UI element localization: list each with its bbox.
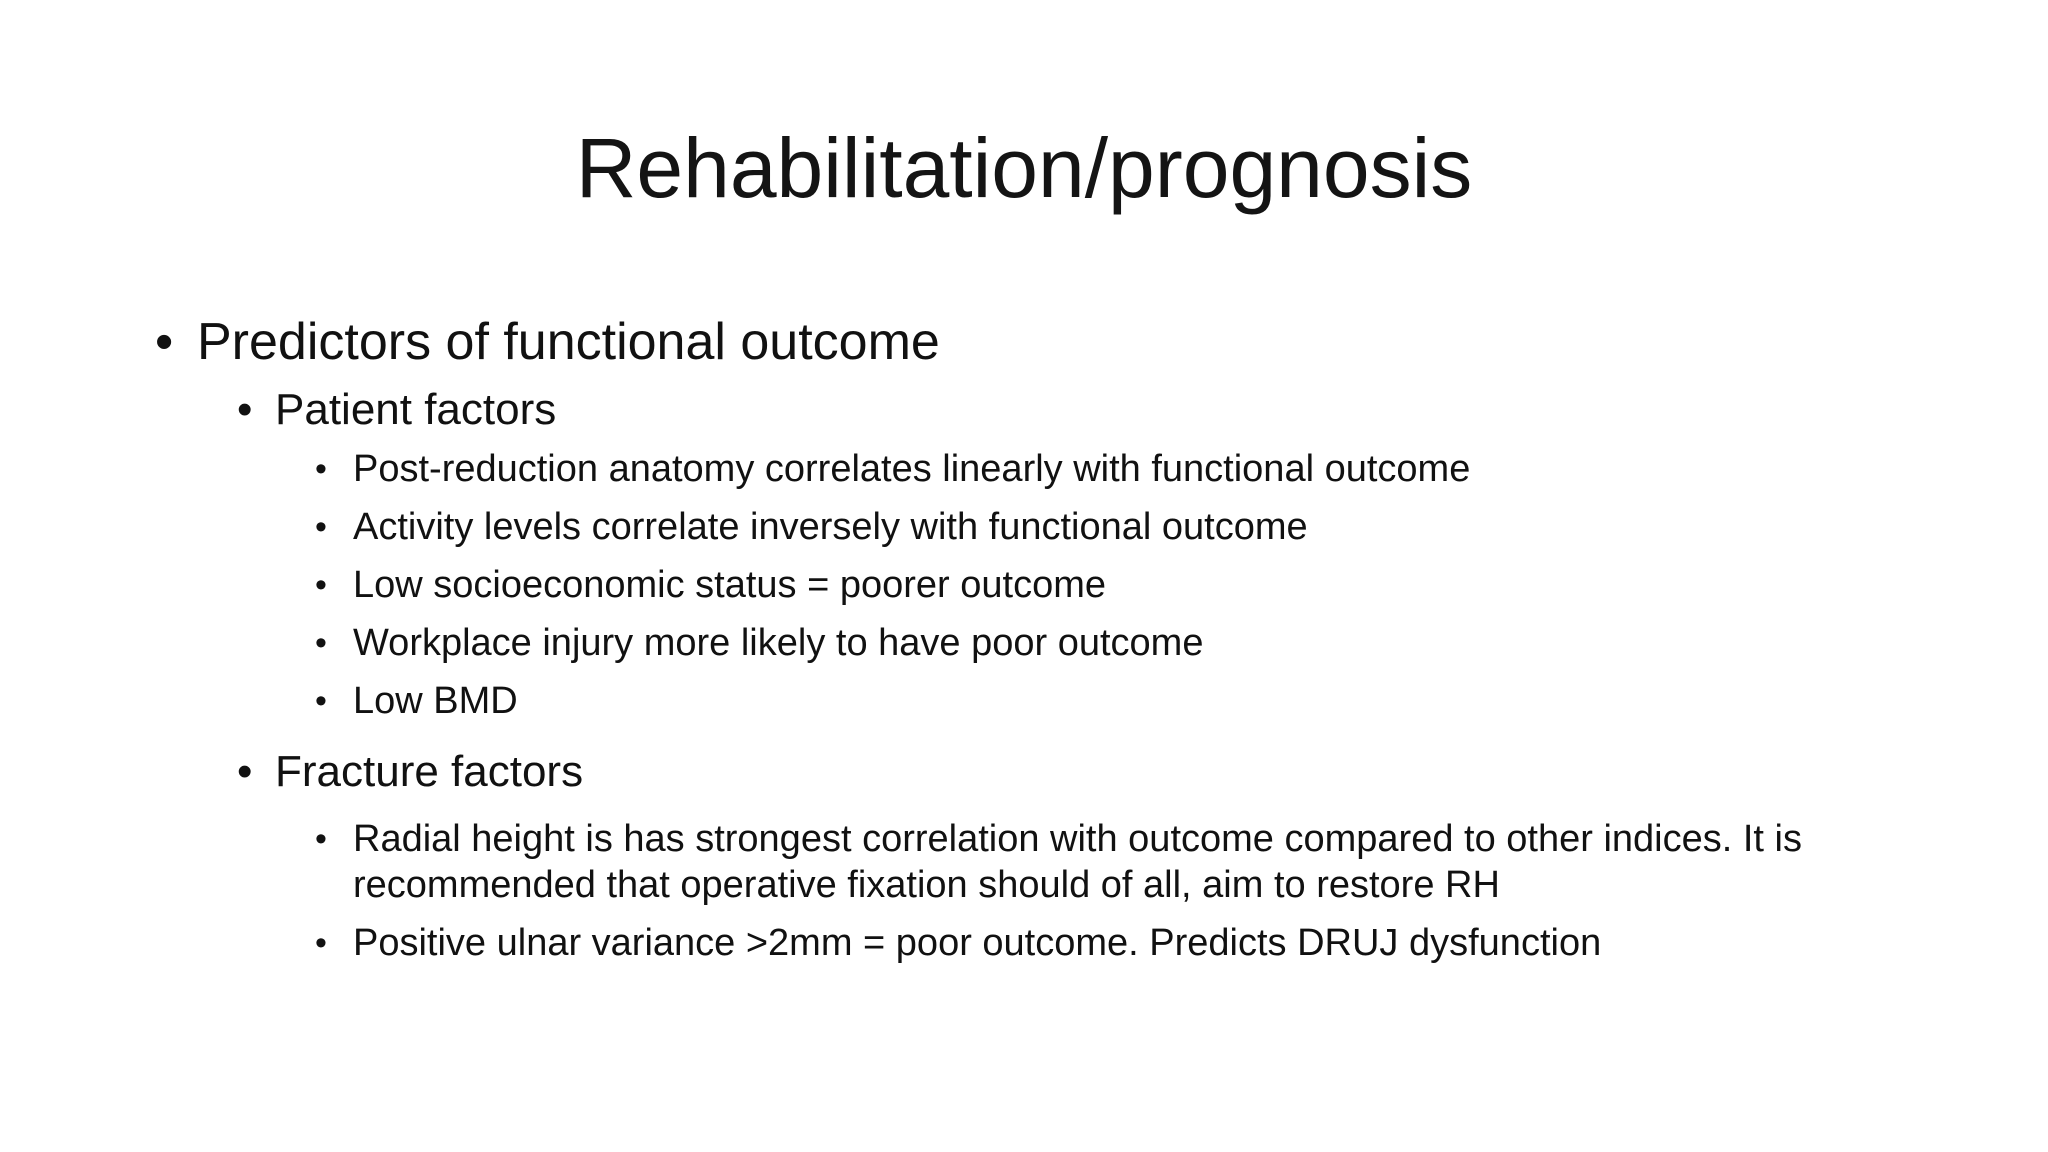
bullet-text: Predictors of functional outcome — [197, 313, 940, 371]
bullet-dot-icon: • — [237, 385, 253, 434]
bullet-level2 — [155, 380, 1915, 440]
bullet-level3 — [155, 562, 1915, 608]
bullet-text: Low BMD — [353, 680, 518, 722]
bullet-level2 — [155, 742, 1915, 802]
bullet-level3 — [155, 920, 1915, 966]
bullet-level3 — [155, 678, 1915, 724]
bullet-text: Post-reduction anatomy correlates linearly with functional outcome — [353, 448, 1471, 490]
bullet-level3 — [155, 504, 1915, 550]
bullet-dot-icon: • — [315, 566, 327, 604]
bullet-text: Fracture factors — [275, 747, 584, 796]
bullet-dot-icon: • — [315, 450, 327, 488]
bullet-dot-icon: • — [315, 508, 327, 546]
bullet-dot-icon: • — [315, 624, 327, 662]
bullet-level3 — [155, 620, 1915, 666]
bullet-text: Patient factors — [275, 385, 557, 434]
bullet-level3 — [155, 446, 1915, 492]
bullet-dot-icon: • — [315, 820, 327, 858]
bullet-dot-icon: • — [237, 747, 253, 796]
bullet-text: Positive ulnar variance >2mm = poor outcome. Predicts DRUJ dysfunction — [353, 922, 1602, 964]
slide-title: Rehabilitation/prognosis — [575, 121, 1473, 215]
bullet-level3 — [155, 816, 1915, 908]
bullet-text: Low socioeconomic status = poorer outcome — [353, 564, 1107, 606]
bullet-level1 — [155, 308, 1915, 376]
slide-body — [155, 308, 1915, 966]
bullet-text: Radial height is has strongest correlation with outcome compared to other indices. It is recommended that operative fixation should of all, aim to restore RH — [353, 818, 1802, 906]
bullet-text: Workplace injury more likely to have poor outcome — [353, 622, 1204, 664]
bullet-text: Activity levels correlate inversely with functional outcome — [353, 506, 1308, 548]
bullet-dot-icon: • — [155, 313, 174, 371]
bullet-dot-icon: • — [315, 682, 327, 720]
bullet-dot-icon: • — [315, 924, 327, 962]
